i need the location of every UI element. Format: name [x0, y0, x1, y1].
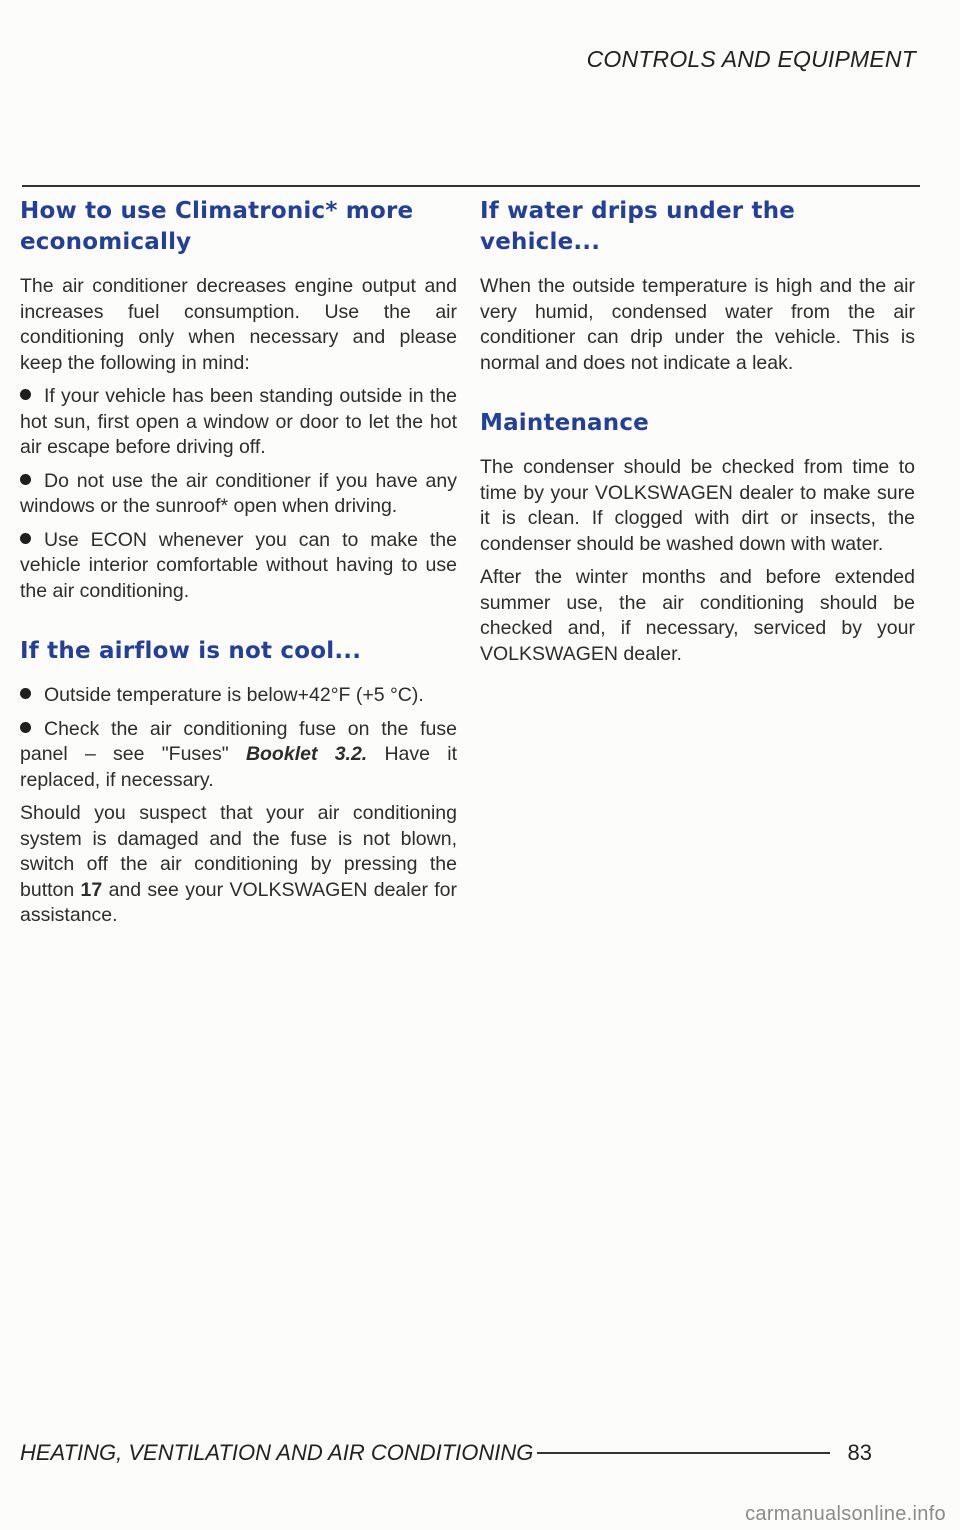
chapter-title: HEATING, VENTILATION AND AIR CONDITIONING — [20, 1440, 534, 1465]
page-footer — [20, 1438, 872, 1468]
airflow-bullet-1 — [20, 683, 457, 709]
watermark: carmanualsonline.info — [745, 1503, 946, 1525]
section-title-economy: How to use Climatronic* more economically — [20, 198, 414, 255]
bullet-dot-icon — [20, 688, 31, 699]
bullet-text: Outside temperature is below+42°F (+5 °C). — [44, 684, 424, 706]
left-column — [20, 196, 457, 937]
bullet-text-post: Have it replaced, if necessary. — [20, 743, 457, 791]
bullet-dot-icon — [20, 533, 31, 544]
page-number: 83 — [847, 1440, 872, 1465]
economy-bullet-3 — [20, 528, 457, 605]
section-title-water: If water drips under the vehicle... — [480, 198, 796, 255]
bullet-dot-icon — [20, 474, 31, 485]
page-header: CONTROLS AND EQUIPMENT — [586, 46, 916, 72]
paragraph-text: Should you suspect that your air conditioning system is damaged and the fuse is not blown, switch off the air conditioning by pressing the button — [20, 802, 457, 901]
section-title-airflow: If the airflow is not cool... — [20, 638, 362, 664]
economy-bullet-1 — [20, 384, 457, 461]
right-column — [480, 196, 915, 675]
bullet-dot-icon — [20, 722, 31, 733]
paragraph-text-post: and see your VOLKSWAGEN dealer for assistance. — [20, 878, 458, 926]
bullet-text: Check the air conditioning fuse on the fuse panel – see "Fuses" — [20, 717, 457, 765]
economy-intro: The air conditioner decreases engine output and increases fuel consumption. Use the air conditioning only when necessary and please keep the following in mind: — [20, 275, 457, 374]
maintenance-paragraph-1: The condenser should be checked from time to time by your VOLKSWAGEN dealer to make sure it is clean. If clogged with dirt or insects, the condenser should be washed down with water. — [480, 456, 915, 555]
bullet-text: Do not use the air conditioner if you have any windows or the sunroof* open when driving. — [20, 469, 457, 517]
footer-rule — [537, 1452, 829, 1454]
bullet-text: If your vehicle has been standing outside in the hot sun, first open a window or door to let the hot air escape before driving off. — [20, 385, 457, 458]
booklet-reference: Booklet 3.2. — [245, 743, 368, 765]
airflow-bullet-2 — [20, 717, 457, 794]
header-rule — [22, 185, 920, 187]
button-number: 17 — [80, 878, 103, 901]
section-title-maintenance: Maintenance — [480, 410, 649, 436]
bullet-text: Use ECON whenever you can to make the vehicle interior comfortable without having to use the air conditioning. — [20, 528, 457, 602]
economy-bullet-2 — [20, 469, 457, 520]
bullet-dot-icon — [20, 389, 31, 400]
water-paragraph: When the outside temperature is high and the air very humid, condensed water from the air conditioner can drip under the vehicle. This is normal and does not indicate a leak. — [480, 275, 915, 374]
airflow-paragraph — [20, 801, 457, 929]
maintenance-paragraph-2: After the winter months and before extended summer use, the air conditioning should be checked and, if necessary, serviced by your VOLKSWAGEN dealer. — [480, 566, 915, 665]
